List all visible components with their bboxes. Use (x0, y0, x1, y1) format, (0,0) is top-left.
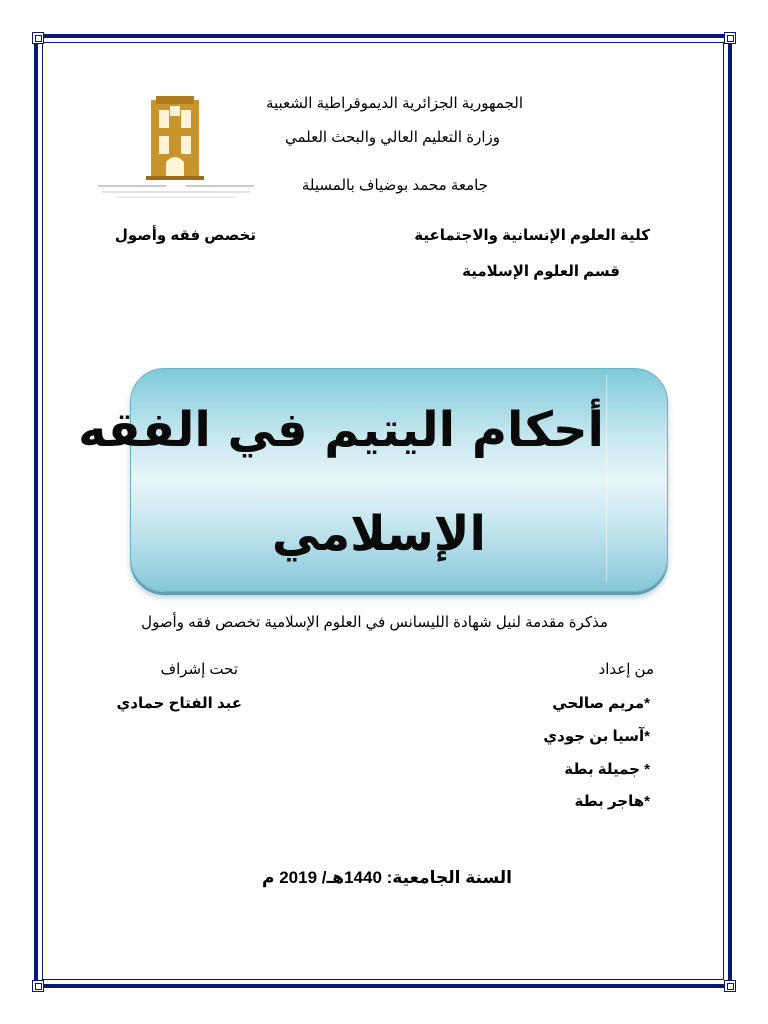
thesis-title-line-1: أحكام اليتيم في الفقه (78, 402, 604, 458)
thesis-title-line-2: الإسلامي (271, 506, 486, 562)
corner-ornament-bottom-right (724, 980, 736, 992)
faculty-name: كلية العلوم الإنسانية والاجتماعية (414, 227, 650, 244)
university-name: جامعة محمد بوضياف بالمسيلة (301, 177, 488, 194)
banner-highlight (606, 375, 607, 581)
student-name: * جميلة بطة (564, 761, 650, 778)
student-name: *آسيا بن جودي (543, 728, 650, 745)
academic-year: السنة الجامعية: 1440هـ/ 2019 م (262, 868, 512, 887)
prepared-by-label: من إعداد (598, 661, 654, 678)
thesis-subtitle: مذكرة مقدمة لنيل شهادة الليسانس في العلوم الإسلامية تخصص فقه وأصول (141, 614, 608, 631)
specialty-label: تخصص فقه وأصول (114, 227, 256, 244)
supervisor-label: تحت إشراف (160, 661, 238, 678)
supervisor-name: عبد الفتاح حمادي (116, 695, 242, 712)
republic-name: الجمهورية الجزائرية الديموقراطية الشعبية (265, 95, 523, 112)
department-name: قسم العلوم الإسلامية (462, 263, 620, 280)
student-name: *مريم صالحي (552, 695, 650, 712)
ministry-name: وزارة التعليم العالي والبحث العلمي (284, 129, 500, 146)
university-logo (96, 96, 258, 204)
student-name: *هاجر بطة (574, 793, 650, 810)
corner-ornament-bottom-left (32, 980, 44, 992)
corner-ornament-top-left (32, 32, 44, 44)
corner-ornament-top-right (724, 32, 736, 44)
